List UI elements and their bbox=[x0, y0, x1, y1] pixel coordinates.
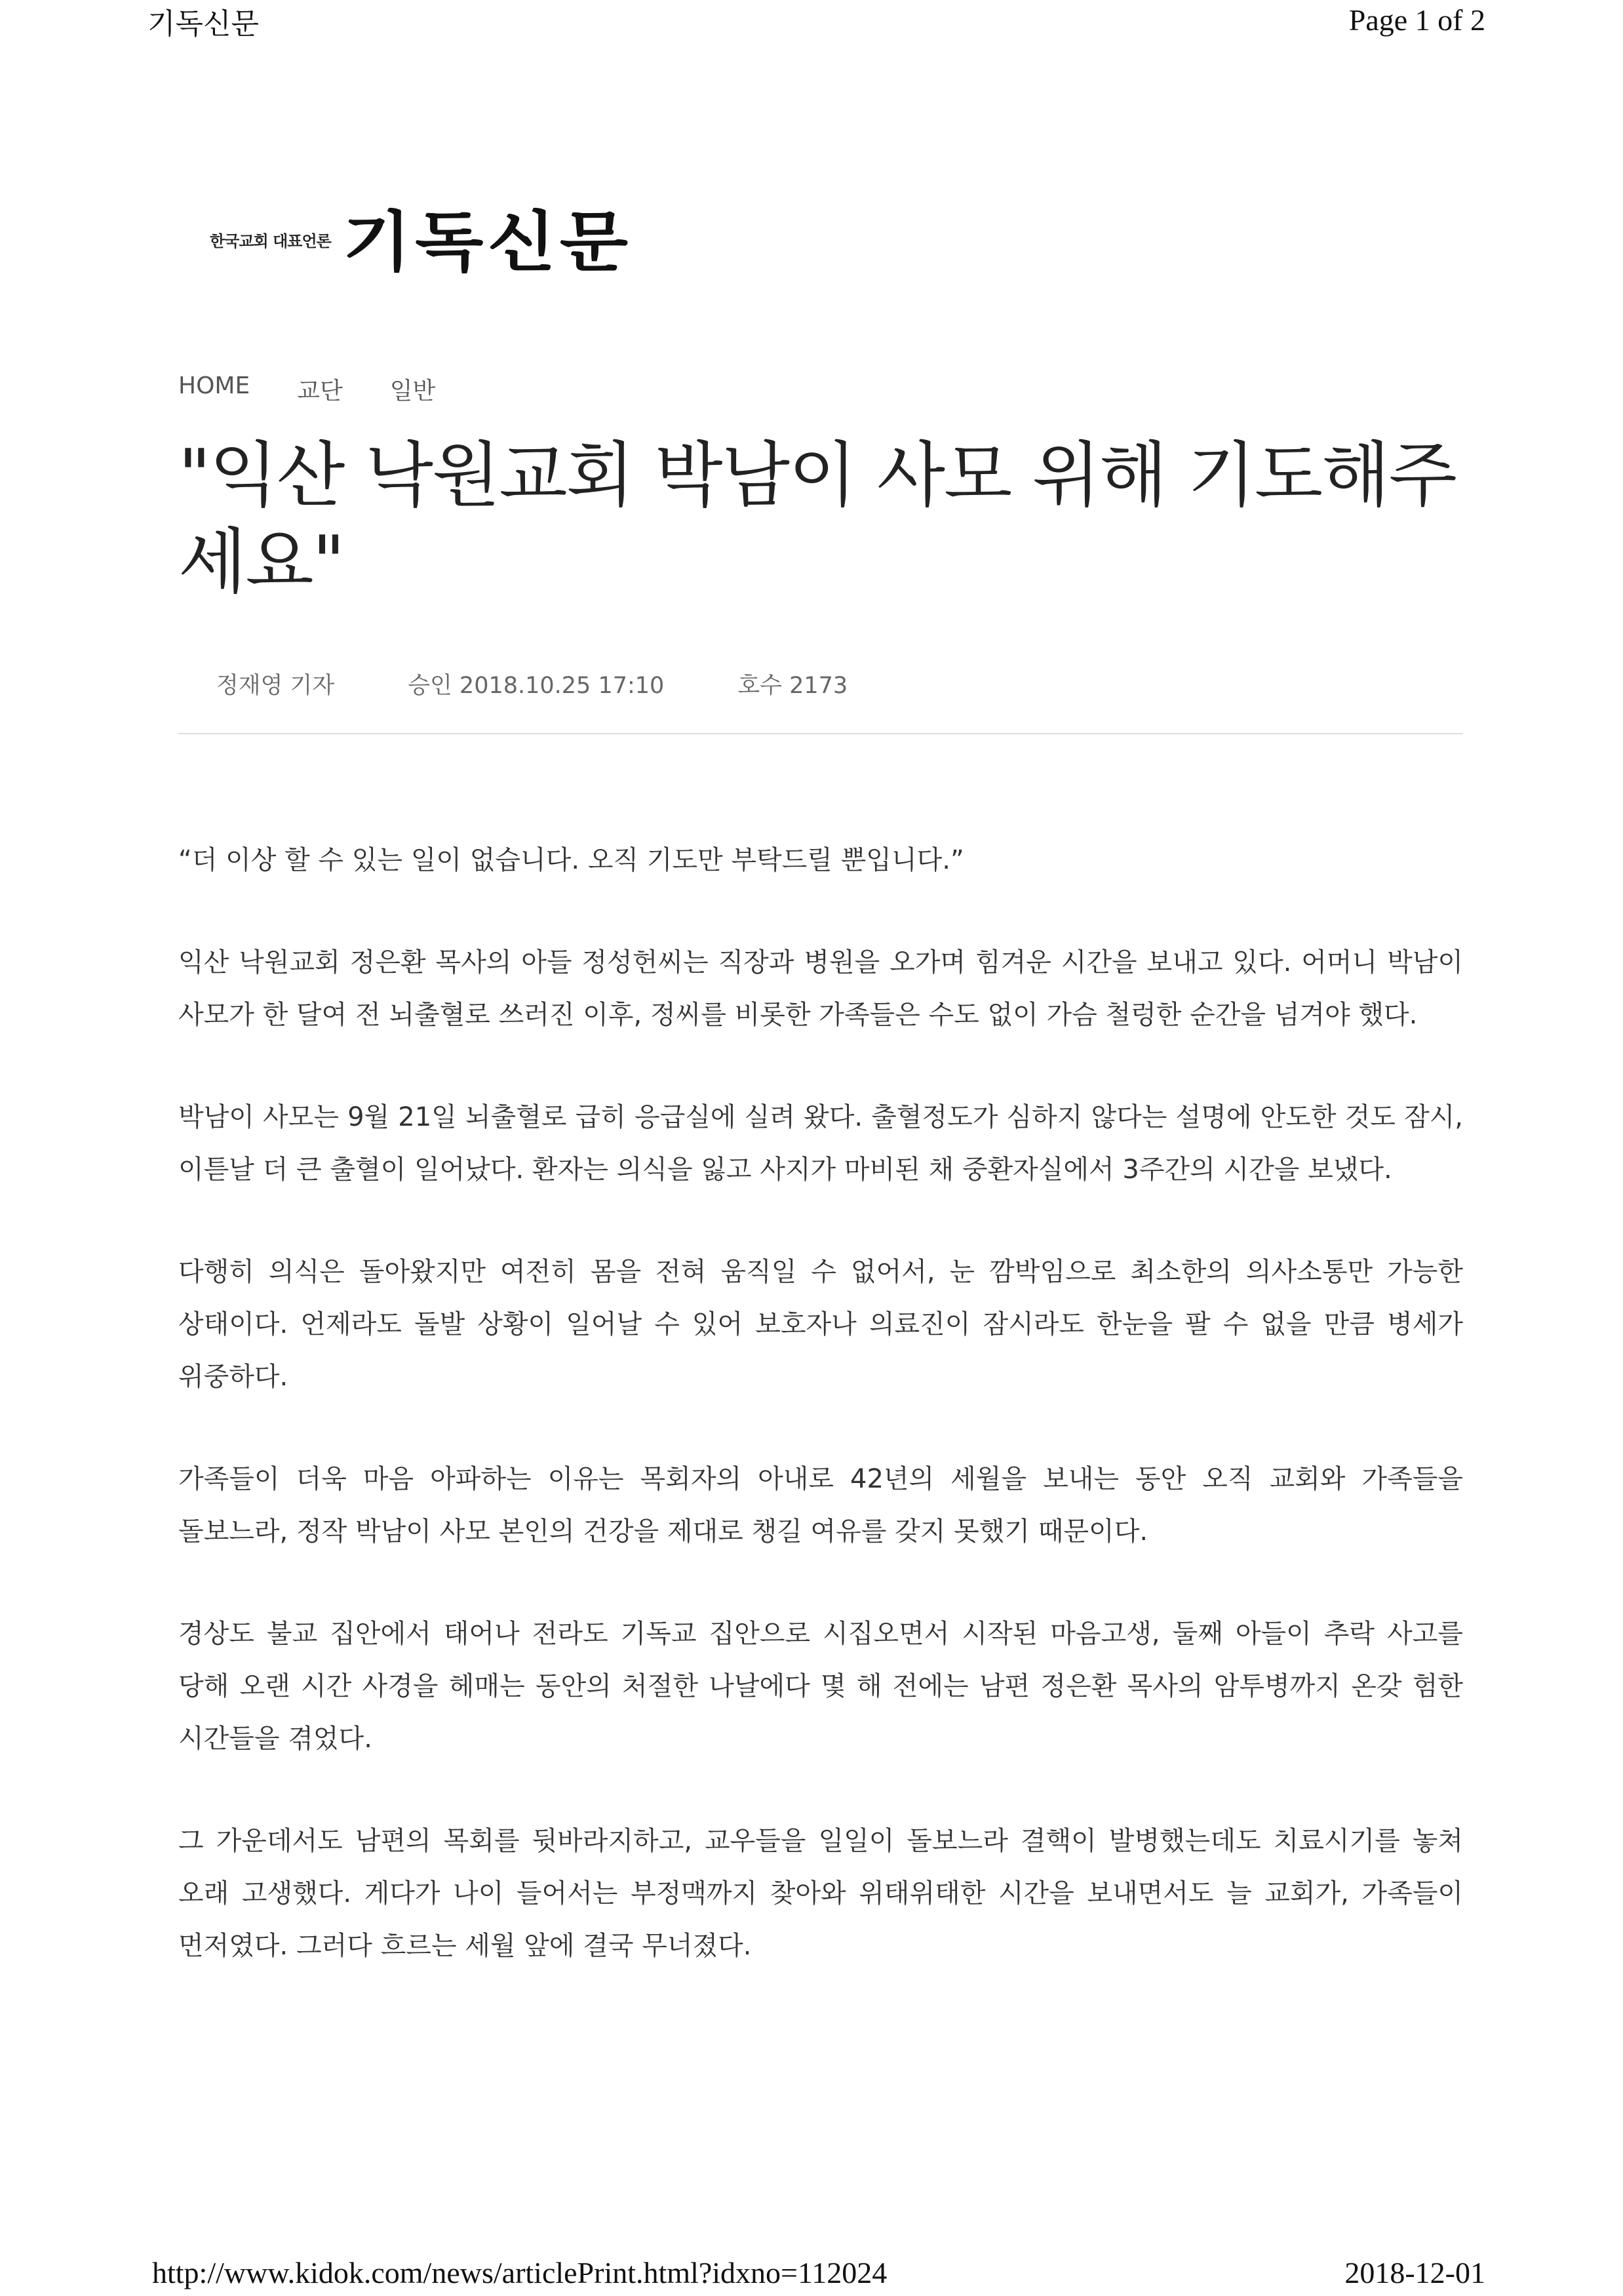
article-paragraph: 다행히 의식은 돌아왔지만 여전히 몸을 전혀 움직일 수 없어서, 눈 깜박임으로 최소한의 의사소통만 가능한 상태이다. 언제라도 돌발 상황이 일어날 수 있어 보호자나 의료진이 잠시라도 한눈을 팔 수 없을 만큼 병세가 위중하다. bbox=[178, 1257, 1463, 1392]
article-paragraph: 익산 낙원교회 정은환 목사의 아들 정성헌씨는 직장과 병원을 오가며 힘겨운 시간을 보내고 있다. 어머니 박남이 사모가 한 달여 전 뇌출혈로 쓰러진 이후, 정씨를 비롯한 가족들은 수도 없이 가슴 철렁한 순간을 넘겨야 했다. bbox=[178, 947, 1463, 1030]
breadcrumb bbox=[178, 372, 482, 406]
article-paragraph: 박남이 사모는 9월 21일 뇌출혈로 급히 응급실에 실려 왔다. 출혈정도가 심하지 않다는 설명에 안도한 것도 잠시, 이튿날 더 큰 출혈이 일어났다. 환자는 의식을 잃고 사지가 마비된 채 중환자실에서 3주간의 시간을 보냈다. bbox=[178, 1102, 1463, 1185]
breadcrumb-section[interactable]: 교단 bbox=[297, 378, 343, 405]
print-footer-date: 2018-12-01 bbox=[1344, 2256, 1485, 2289]
issue-number: 호수 2173 bbox=[737, 673, 848, 699]
article-paragraph: 경상도 불교 집안에서 태어나 전라도 기독교 집안으로 시집오면서 시작된 마음고생, 둘째 아들이 추락 사고를 당해 오랜 시간 사경을 헤매는 동안의 처절한 나날에다 몇 해 전에는 남편 정은환 목사의 암투병까지 온갖 험한 시간들을 겪었다. bbox=[178, 1619, 1463, 1754]
article-paragraph: 그 가운데서도 남편의 목회를 뒷바라지하고, 교우들을 일일이 돌보느라 결핵이 발병했는데도 치료시기를 놓쳐 오래 고생했다. 게다가 나이 들어서는 부정맥까지 찾아와 위태위태한 시간을 보내면서도 늘 교회가, 가족들이 먼저였다. 그러다 흐르는 세월 앞에 결국 무너졌다. bbox=[178, 1826, 1463, 1961]
article-body bbox=[178, 834, 1463, 2022]
site-logo[interactable] bbox=[210, 197, 633, 280]
breadcrumb-home[interactable]: HOME bbox=[178, 372, 250, 399]
print-footer-url: http://www.kidok.com/news/articlePrint.html?idxno=112024 bbox=[152, 2256, 888, 2289]
article-paragraph: “더 이상 할 수 있는 일이 없습니다. 오직 기도만 부탁드릴 뿐입니다.” bbox=[178, 845, 964, 875]
article-title: "익산 낙원교회 박남이 사모 위해 기도해주세요" bbox=[178, 435, 1456, 603]
article-paragraph: 가족들이 더욱 마음 아파하는 이유는 목회자의 아내로 42년의 세월을 보내는 동안 오직 교회와 가족들을 돌보느라, 정작 박남이 사모 본인의 건강을 제대로 챙길 여유를 갖지 못했기 때문이다. bbox=[178, 1464, 1463, 1547]
approval-datetime: 승인 2018.10.25 17:10 bbox=[408, 673, 665, 699]
logo-slogan: 한국교회 대표언론 bbox=[210, 231, 331, 250]
article-byline bbox=[216, 667, 921, 700]
print-header-site: 기독신문 bbox=[147, 7, 260, 41]
logo-name: 기독신문 bbox=[342, 204, 633, 280]
print-header-page-number: Page 1 of 2 bbox=[1348, 3, 1485, 37]
reporter-name: 정재영 기자 bbox=[216, 673, 335, 699]
breadcrumb-subsection[interactable]: 일반 bbox=[389, 378, 436, 405]
byline-divider bbox=[178, 733, 1463, 734]
